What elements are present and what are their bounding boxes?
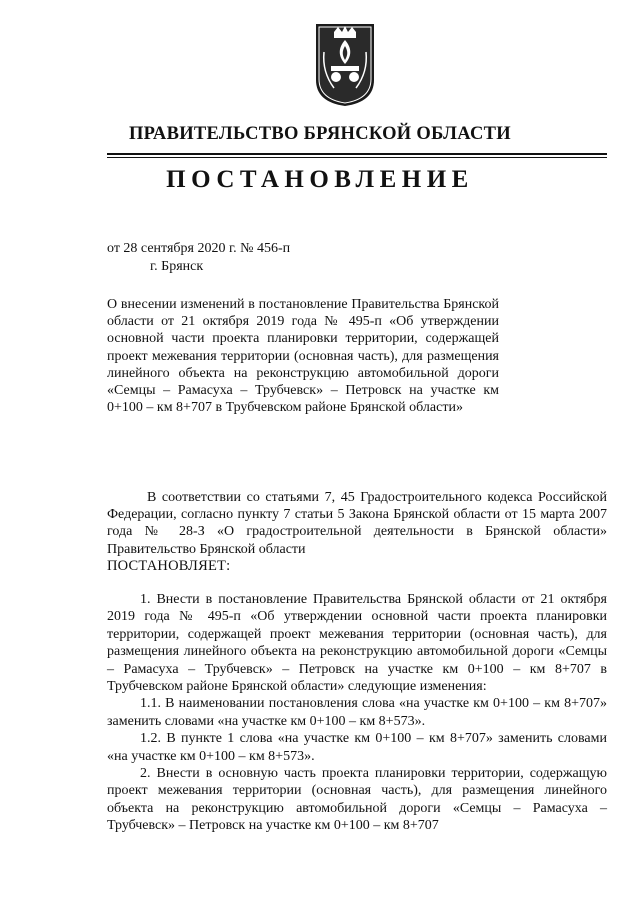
document-city: г. Брянск [150, 259, 204, 274]
subject-text: О внесении изменений в постановление Правительства Брянской области от 21 октября 2019 года № 495-п «Об утверждении основной части проекта планировки территории, содержащей проект межевания территории (основная часть), для размещения линейного объекта на реконструкцию автомобильной дороги «Семцы – Рамасуха – Трубчевск» – Петровск на участке км 0+100 – км 8+707 в Трубчевском районе Брянской области» [107, 297, 499, 416]
organization-name: ПРАВИТЕЛЬСТВО БРЯНСКОЙ ОБЛАСТИ [128, 124, 511, 144]
header-rule-thick [107, 153, 607, 155]
document-body [107, 591, 607, 835]
preamble [107, 489, 607, 575]
header-rule-thin [107, 157, 607, 158]
preamble-text: В соответствии со статьями 7, 45 Градостроительного кодекса Российской Федерации, согласно пункту 7 статьи 5 Закона Брянской области от 15 марта 2007 года № 28-З «О градостроительной деятельности в Брянской области» Правительство Брянской области [107, 490, 607, 557]
coat-of-arms-icon [314, 22, 376, 108]
resolves-heading: ПОСТАНОВЛЯЕТ: [107, 557, 231, 574]
body-paragraph: 2. Внести в основную часть проекта планировки территории, содержащую проект межевания территории (основная часть), для размещения линейного объекта на реконструкцию автомобильной дороги «Семцы – Рамасуха – Трубчевск» – Петровск на участке км 0+100 – км 8+707 [107, 766, 607, 834]
document-type-title: ПОСТАНОВЛЕНИЕ [166, 166, 474, 193]
body-paragraph: 1.2. В пункте 1 слова «на участке км 0+100 – км 8+707» заменить словами «на участке км 0+100 – км 8+573». [107, 731, 607, 764]
document-date-number: от 28 сентября 2020 г. № 456-п [107, 241, 291, 256]
body-paragraph: 1. Внести в постановление Правительства Брянской области от 21 октября 2019 года № 495-п «Об утверждении основной части проекта планировки территории, содержащей проект межевания территории (основная часть), для размещения линейного объекта на реконструкцию автомобильной дороги «Семцы – Рамасуха – Трубчевск» – Петровск на участке км 0+100 – км 8+707 в Трубчевском районе Брянской области» следующие изменения: [107, 592, 607, 695]
document-subject [107, 296, 499, 416]
body-paragraph: 1.1. В наименовании постановления слова «на участке км 0+100 – км 8+707» заменить словами «на участке км 0+100 – км 8+573». [107, 696, 607, 729]
